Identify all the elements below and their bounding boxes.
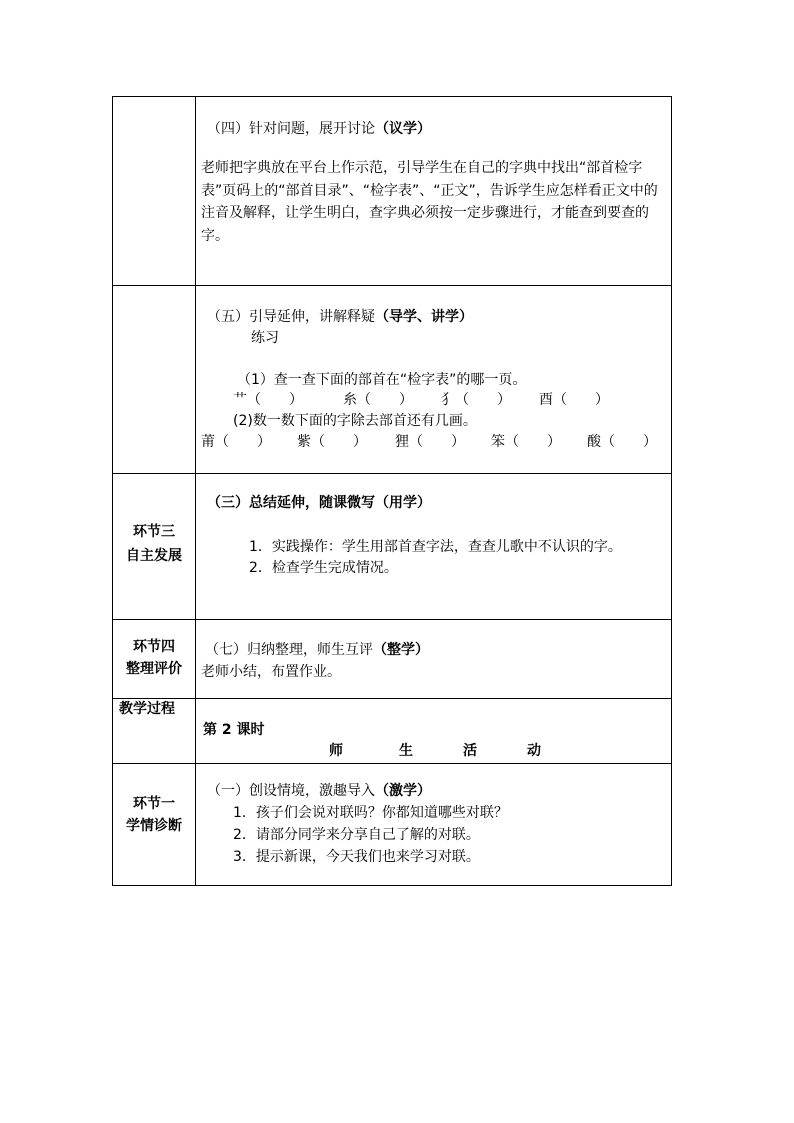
radical-item: 酉（ ） [539,392,609,408]
practice-label: 练习 [251,330,279,346]
section-four-paragraph: 老师把字典放在平台上作示范，引导学生在自己的字典中找出“部首检字表”页码上的“部首目录”、“检字表”、“正文”，告诉学生应怎样看正文中的注音及解释，让学生明白，查字典必须按一定步骤进行，才能查到要查的字。 [201,160,658,244]
radical-item: 犭（ ） [441,392,511,408]
char-item: 紫（ ） [297,434,367,450]
stage-four-heading-line [205,640,429,660]
stage-one-item: 1．孩子们会说对联吗？你都知道哪些对联？ [233,805,508,821]
stage-three-label-line2: 自主发展 [126,548,182,564]
stage-three-tag: （用学） [375,495,431,511]
column-divider [195,97,196,885]
question-one: （1）查一查下面的部首在“检字表”的哪一页。 [237,372,527,388]
char-item: 笨（ ） [491,434,561,450]
stage-three-item: 2．检查学生完成情况。 [249,560,398,576]
stage-four-tag: （整学） [373,642,429,658]
stage-three-heading-line [207,493,431,513]
section-five-heading: （五）引导延伸，讲解释疑 [207,309,375,325]
stage-one-item: 3．提示新课，今天我们也来学习对联。 [233,849,480,865]
row-divider [113,763,671,764]
row-divider [113,698,671,699]
char-item: 酸（ ） [587,434,657,450]
stage-one-heading-line [207,781,431,801]
stage-four-text: 老师小结，布置作业。 [201,664,341,680]
lesson-number: 第 2 课时 [203,722,265,738]
row-divider [113,619,671,620]
stage-three-label-line1: 环节三 [133,524,175,540]
activity-char: 师 [329,743,343,759]
stage-four-label-line1: 环节四 [133,639,175,655]
row-divider [113,473,671,474]
radical-item: 艹（ ） [233,392,303,408]
section-four-heading: （四）针对问题，展开讨论 [207,121,375,137]
stage-four-heading: （七）归纳整理，师生互评 [205,642,373,658]
radical-item: 糸（ ） [343,392,413,408]
stage-three-item: 1．实践操作：学生用部首查字法，查查儿歌中不认识的字。 [249,539,622,555]
activity-char: 动 [527,743,541,759]
lesson-plan-table [112,96,672,886]
section-four-tag: （议学） [375,121,431,137]
row-divider [113,285,671,286]
stage-one-heading: （一）创设情境，激趣导入 [207,783,375,799]
char-item: 莆（ ） [201,434,271,450]
stage-four-label-line2: 整理评价 [126,661,182,677]
char-item: 狸（ ） [395,434,465,450]
stage-one-label-line2: 学情诊断 [126,818,182,834]
section-five-tag: （导学、讲学） [375,309,473,325]
question-two: (2)数一数下面的字除去部首还有几画。 [233,413,477,429]
stage-three-heading: （三）总结延伸，随课微写 [207,495,375,511]
section-five-heading-line [207,307,473,327]
stage-one-tag: （激学） [375,783,431,799]
process-label: 教学过程 [119,701,175,717]
stage-one-item: 2．请部分同学来分享自己了解的对联。 [233,827,480,843]
stage-one-label-line1: 环节一 [133,796,175,812]
activity-char: 活 [463,743,477,759]
section-four-heading-line [207,119,431,139]
activity-char: 生 [399,743,413,759]
